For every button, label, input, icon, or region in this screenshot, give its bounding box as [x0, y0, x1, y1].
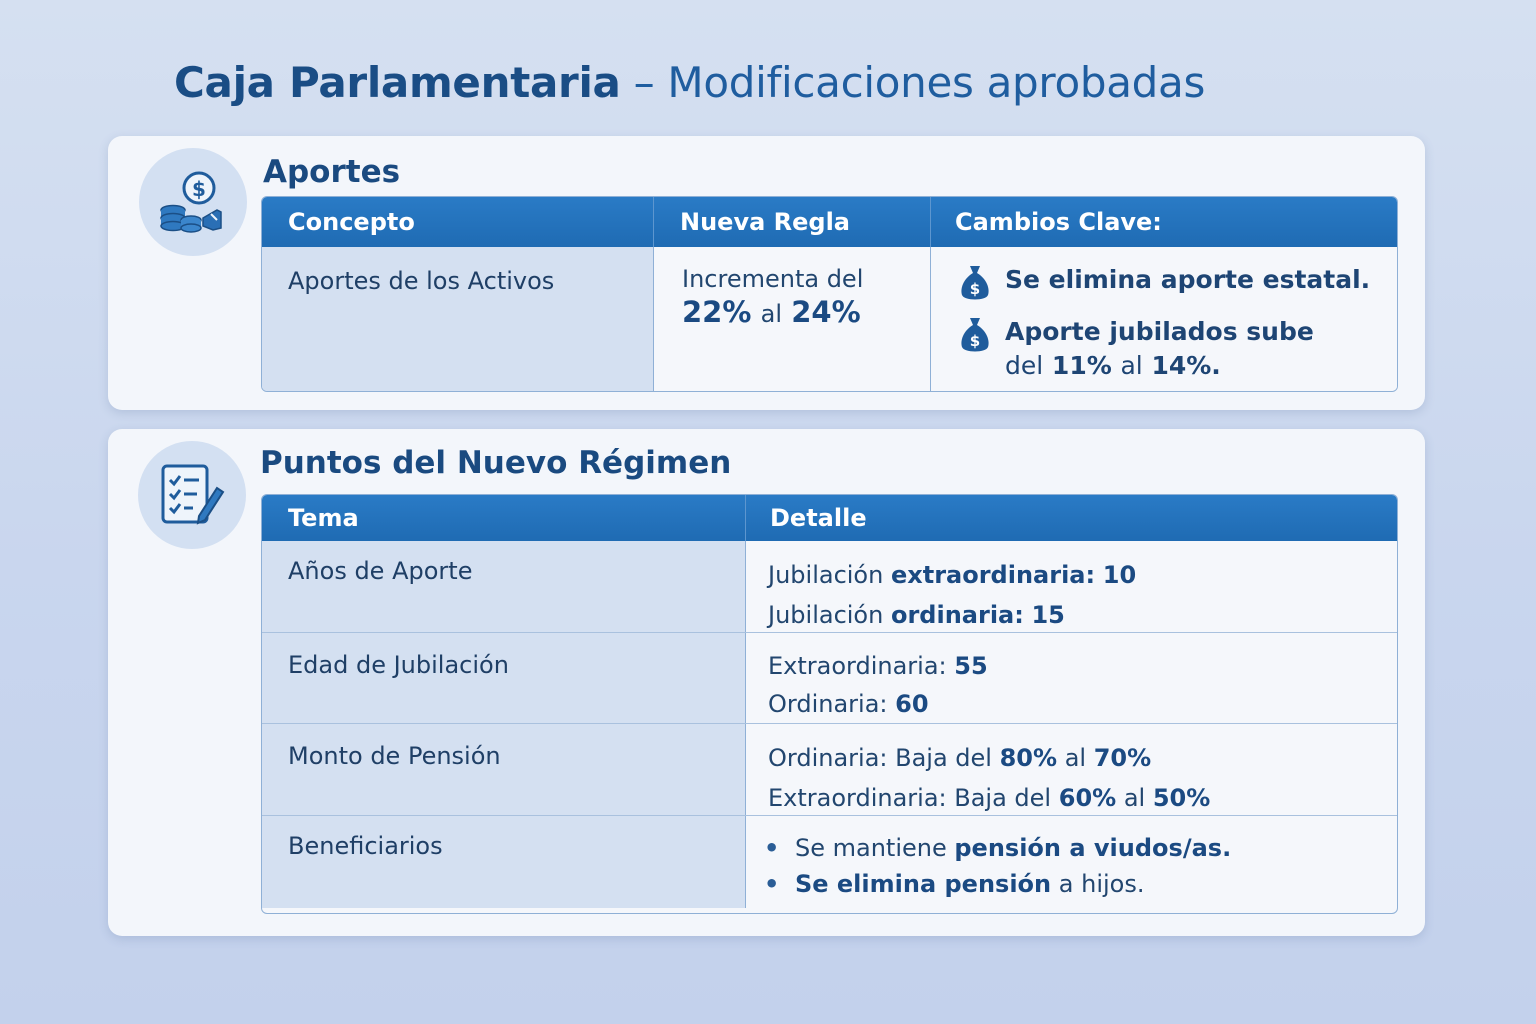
detalle-line: [768, 647, 1397, 685]
detalle-from: 80%: [999, 744, 1058, 772]
detalle-from: 60%: [1058, 784, 1117, 812]
svg-text:$: $: [969, 332, 981, 350]
money-bag-icon: [957, 263, 993, 303]
bullet: •: [764, 870, 780, 898]
column-header-concepto: Concepto: [262, 197, 654, 247]
table-header: [262, 495, 1397, 541]
cambio-text: [1005, 315, 1314, 383]
detalle-line: [768, 778, 1397, 818]
section-title-aportes: Aportes: [263, 154, 401, 190]
cambio-connector: al: [1120, 351, 1143, 380]
regimen-card: [108, 429, 1425, 936]
table-row: [262, 723, 1397, 815]
detalle-prefix: Jubilación: [768, 601, 884, 629]
detalle-line: [768, 555, 1397, 595]
aportes-table: [261, 196, 1398, 392]
table-row: [262, 247, 1397, 391]
concepto-cell: Aportes de los Activos: [262, 247, 654, 391]
page-title: [174, 58, 1205, 107]
svg-text:$: $: [969, 280, 981, 298]
detalle-cell: [746, 633, 1397, 723]
nueva-regla-connector: al: [760, 300, 783, 328]
cambio-to: 14%.: [1151, 351, 1221, 380]
detalle-value: 10: [1102, 561, 1137, 589]
detalle-cell: [746, 541, 1397, 632]
cambio-pre: del: [1005, 351, 1044, 380]
tema-cell: Monto de Pensión: [262, 724, 746, 815]
tema-cell: Años de Aporte: [262, 541, 746, 632]
detalle-prefix: Extraordinaria:: [768, 652, 947, 680]
table-row: [262, 632, 1397, 723]
list-item: [764, 830, 1397, 866]
nueva-regla-values: [682, 295, 930, 329]
cambio-line-2: [1005, 349, 1314, 383]
detalle-line: [768, 595, 1397, 635]
cambio-line-1: Aporte jubilados sube: [1005, 317, 1314, 346]
column-header-tema: Tema: [262, 495, 746, 541]
column-header-cambios-clave: Cambios Clave:: [955, 208, 1162, 236]
table-row: [262, 541, 1397, 632]
aportes-card: [108, 136, 1425, 410]
detalle-bold: ordinaria:: [890, 601, 1024, 629]
bullet-bold: pensión a viudos/as.: [954, 834, 1232, 862]
detalle-connector: al: [1123, 784, 1146, 812]
detalle-prefix: Ordinaria:: [768, 690, 888, 718]
detalle-connector: al: [1064, 744, 1087, 772]
list-item: [764, 866, 1397, 902]
detalle-cell: [746, 724, 1397, 815]
money-bag-icon: [957, 315, 993, 355]
detalle-value: 15: [1031, 601, 1065, 629]
nueva-regla-from: 22%: [682, 295, 752, 329]
list-item: [957, 263, 1397, 303]
nueva-regla-cell: [654, 247, 931, 391]
detalle-prefix: Jubilación: [768, 561, 884, 589]
tema-cell: Beneficiarios: [262, 816, 746, 908]
coins-money-icon: [139, 148, 247, 256]
svg-text:$: $: [192, 177, 206, 201]
detalle-cell: [746, 816, 1397, 908]
detalle-value: 55: [954, 652, 988, 680]
checklist-pencil-icon: [138, 441, 246, 549]
tema-cell: Edad de Jubilación: [262, 633, 746, 723]
column-header-detalle: Detalle: [770, 504, 867, 532]
cambio-text: Se elimina aporte estatal.: [1005, 265, 1371, 294]
page-title-main: Caja Parlamentaria: [174, 58, 621, 107]
table-header: [262, 197, 1397, 247]
detalle-prefix: Extraordinaria: Baja del: [768, 784, 1052, 812]
column-header-nueva-regla: Nueva Regla: [654, 197, 931, 247]
section-title-regimen: Puntos del Nuevo Régimen: [260, 445, 732, 481]
page-title-subtitle: Modificaciones aprobadas: [667, 58, 1206, 107]
detalle-prefix: Ordinaria: Baja del: [768, 744, 992, 772]
bullet-post: a hijos.: [1058, 870, 1145, 898]
bullet-bold: Se elimina pensión: [794, 870, 1052, 898]
regimen-table: [261, 494, 1398, 914]
nueva-regla-to: 24%: [791, 295, 861, 329]
detalle-to: 50%: [1152, 784, 1211, 812]
bullet: •: [764, 834, 780, 862]
cambio-from: 11%: [1051, 351, 1112, 380]
bullet-pre: Se mantiene: [794, 834, 947, 862]
detalle-value: 60: [895, 690, 929, 718]
detalle-bold: extraordinaria:: [890, 561, 1096, 589]
detalle-to: 70%: [1093, 744, 1152, 772]
nueva-regla-text: Incrementa del: [682, 265, 864, 293]
detalle-line: [768, 685, 1397, 723]
page-title-separator: –: [633, 58, 655, 107]
list-item: [957, 315, 1397, 383]
table-row: [262, 815, 1397, 908]
detalle-line: [768, 738, 1397, 778]
cambios-clave-cell: [931, 247, 1397, 391]
